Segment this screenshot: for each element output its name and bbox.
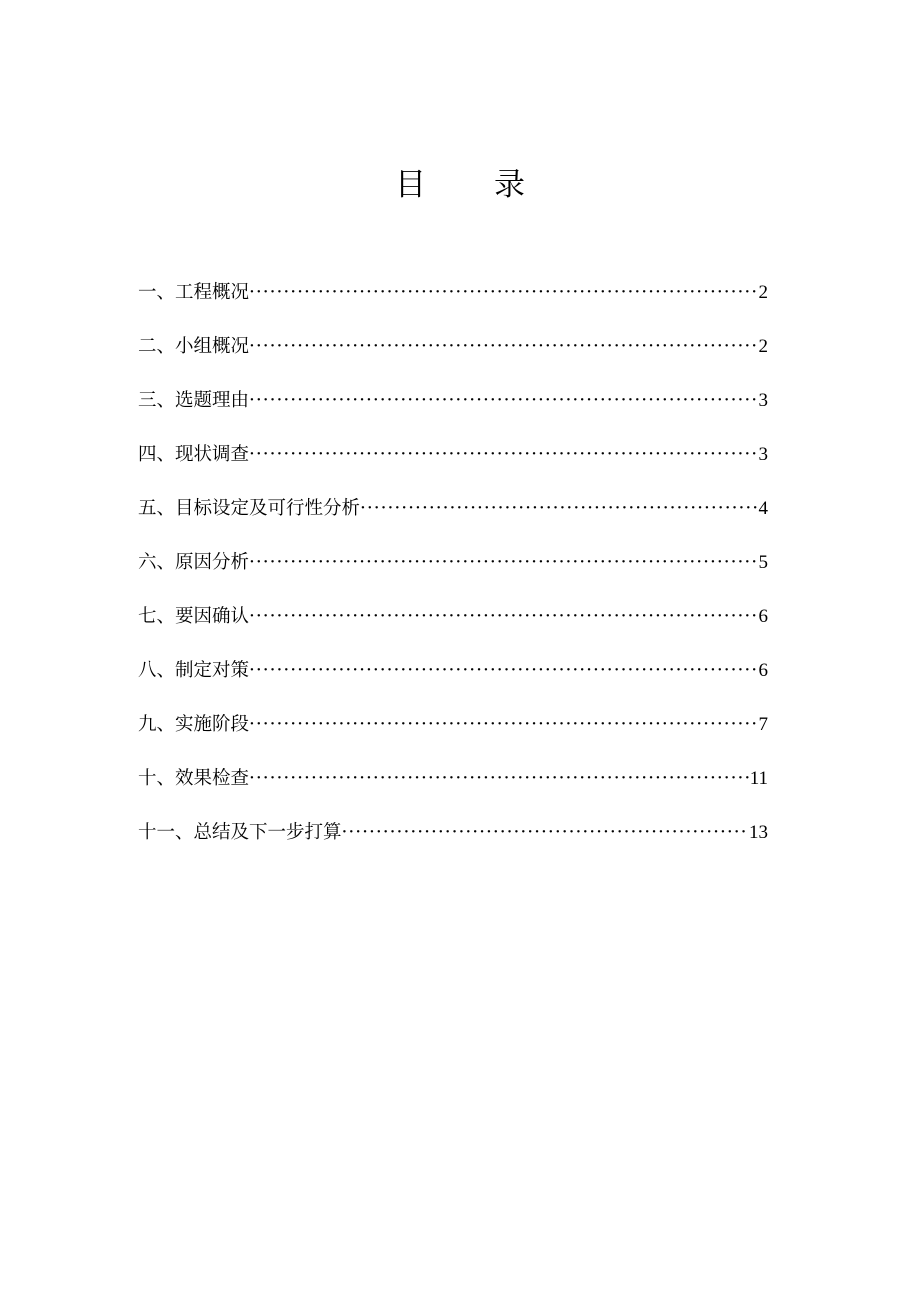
toc-entry-page-number: 4 bbox=[758, 498, 768, 519]
page-title bbox=[0, 163, 920, 207]
toc-dot-leader bbox=[249, 764, 750, 794]
toc-entry-page-number: 6 bbox=[758, 660, 768, 681]
toc-entry-project-overview[interactable] bbox=[138, 278, 768, 332]
toc-entry-effect-check[interactable] bbox=[138, 764, 768, 818]
toc-entry-label: 十一、总结及下一步打算 bbox=[138, 822, 342, 843]
toc-entry-label: 一、工程概况 bbox=[138, 282, 250, 303]
toc-entry-page-number: 5 bbox=[758, 552, 768, 573]
toc-dot-leader bbox=[342, 818, 749, 848]
toc-dot-leader bbox=[360, 494, 758, 524]
toc-entry-label: 八、制定对策 bbox=[138, 660, 250, 681]
toc-entry-page-number: 3 bbox=[758, 390, 768, 411]
toc-dot-leader bbox=[249, 602, 758, 632]
toc-entry-page-number: 13 bbox=[749, 822, 768, 843]
toc-entry-page-number: 11 bbox=[749, 768, 768, 789]
toc-dot-leader bbox=[249, 656, 758, 686]
toc-dot-leader bbox=[249, 548, 758, 578]
toc-entry-topic-reason[interactable] bbox=[138, 386, 768, 440]
toc-entry-page-number: 3 bbox=[758, 444, 768, 465]
toc-dot-leader bbox=[249, 332, 758, 362]
toc-dot-leader bbox=[249, 710, 758, 740]
toc-entry-label: 十、效果检查 bbox=[138, 768, 250, 789]
toc-entry-implementation[interactable] bbox=[138, 710, 768, 764]
toc-entry-status-survey[interactable] bbox=[138, 440, 768, 494]
toc-entry-label: 九、实施阶段 bbox=[138, 714, 250, 735]
toc-entry-team-overview[interactable] bbox=[138, 332, 768, 386]
title-char-2: 录 bbox=[494, 167, 525, 203]
toc-entry-label: 三、选题理由 bbox=[138, 390, 250, 411]
toc-entry-label: 六、原因分析 bbox=[138, 552, 250, 573]
toc-entry-page-number: 6 bbox=[758, 606, 768, 627]
toc-entry-label: 五、目标设定及可行性分析 bbox=[138, 498, 361, 519]
toc-entry-cause-analysis[interactable] bbox=[138, 548, 768, 602]
toc-dot-leader bbox=[249, 386, 758, 416]
toc-entry-summary-next-steps[interactable] bbox=[138, 818, 768, 872]
toc-entry-label: 二、小组概况 bbox=[138, 336, 250, 357]
toc-entry-label: 四、现状调查 bbox=[138, 444, 250, 465]
toc-entry-page-number: 2 bbox=[758, 282, 768, 303]
toc-entry-target-setting[interactable] bbox=[138, 494, 768, 548]
table-of-contents bbox=[138, 278, 768, 872]
toc-entry-countermeasures[interactable] bbox=[138, 656, 768, 710]
toc-entry-main-cause-confirmation[interactable] bbox=[138, 602, 768, 656]
toc-entry-label: 七、要因确认 bbox=[138, 606, 250, 627]
toc-entry-page-number: 7 bbox=[758, 714, 768, 735]
title-char-1: 目 bbox=[395, 167, 426, 203]
toc-dot-leader bbox=[249, 278, 758, 308]
toc-dot-leader bbox=[249, 440, 758, 470]
toc-entry-page-number: 2 bbox=[758, 336, 768, 357]
